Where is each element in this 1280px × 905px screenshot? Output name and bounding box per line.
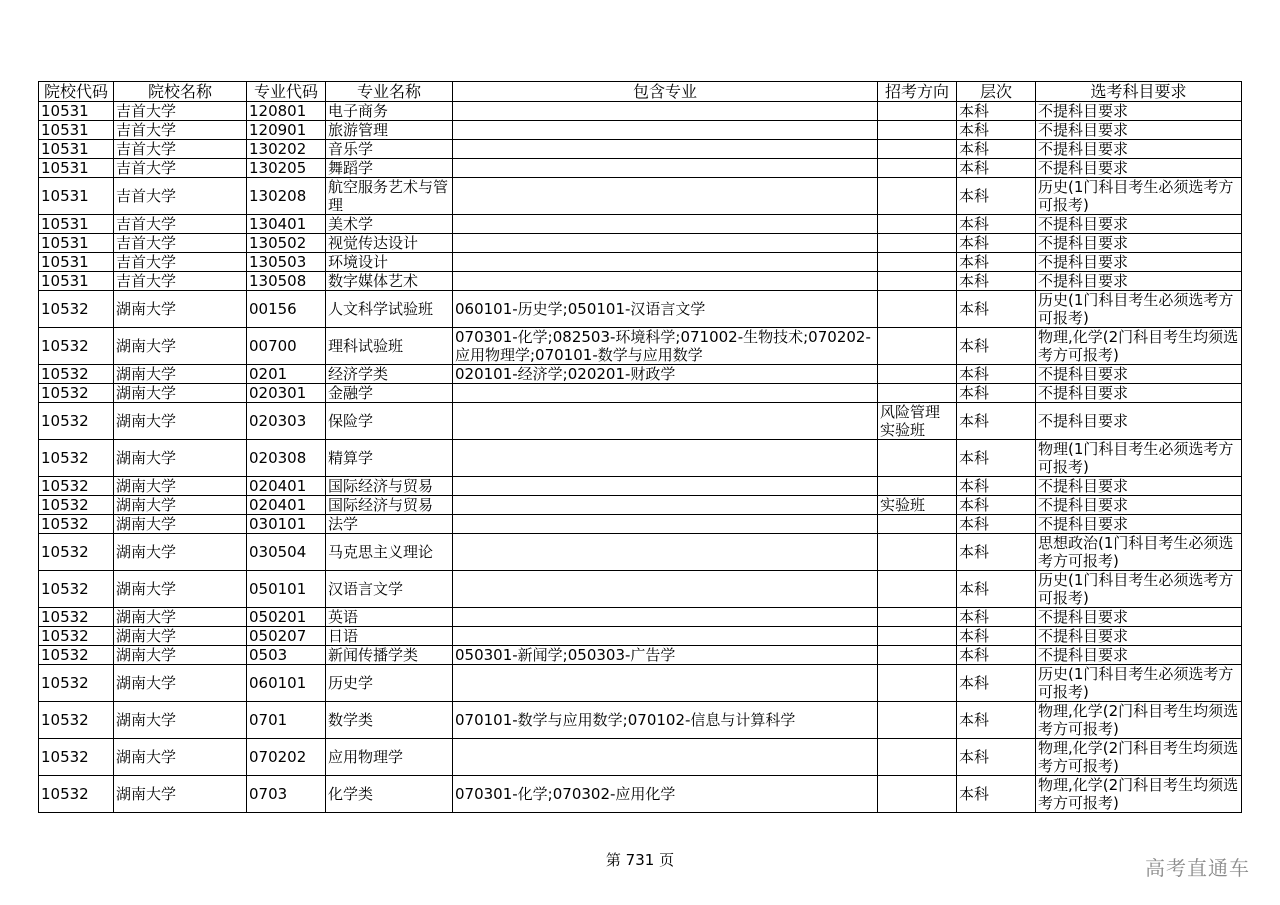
table-row [39, 646, 1242, 665]
school-code-cell: 10532 [39, 665, 114, 702]
school-name-cell: 湖南大学 [114, 534, 247, 571]
subject-requirement-cell: 不提科目要求 [1036, 272, 1242, 291]
major-name-cell: 化学类 [326, 776, 453, 813]
level-cell: 本科 [957, 477, 1036, 496]
admission-direction-cell [878, 384, 957, 403]
major-code-cell: 00156 [247, 291, 326, 328]
admission-direction-cell [878, 365, 957, 384]
major-code-cell: 130202 [247, 140, 326, 159]
major-name-cell: 数字媒体艺术 [326, 272, 453, 291]
included-majors-cell [453, 477, 878, 496]
level-cell: 本科 [957, 102, 1036, 121]
school-name-cell: 湖南大学 [114, 646, 247, 665]
table-row [39, 440, 1242, 477]
school-code-cell: 10531 [39, 215, 114, 234]
school-name-cell: 湖南大学 [114, 515, 247, 534]
school-name-cell: 吉首大学 [114, 178, 247, 215]
school-name-cell: 吉首大学 [114, 140, 247, 159]
subject-requirement-cell: 不提科目要求 [1036, 627, 1242, 646]
table-row [39, 291, 1242, 328]
table-row [39, 496, 1242, 515]
table-row [39, 215, 1242, 234]
school-name-cell: 湖南大学 [114, 365, 247, 384]
level-cell: 本科 [957, 272, 1036, 291]
subject-requirement-cell: 物理(1门科目考生必须选考方可报考) [1036, 440, 1242, 477]
included-majors-cell: 070301-化学;070302-应用化学 [453, 776, 878, 813]
school-name-cell: 湖南大学 [114, 571, 247, 608]
level-cell: 本科 [957, 365, 1036, 384]
included-majors-cell [453, 665, 878, 702]
school-code-cell: 10532 [39, 627, 114, 646]
included-majors-cell [453, 159, 878, 178]
page-number: 第 731 页 [605, 851, 675, 869]
subject-requirement-cell: 不提科目要求 [1036, 253, 1242, 272]
header-subject-requirement: 选考科目要求 [1036, 82, 1242, 102]
level-cell: 本科 [957, 515, 1036, 534]
school-code-cell: 10532 [39, 702, 114, 739]
major-name-cell: 舞蹈学 [326, 159, 453, 178]
school-name-cell: 吉首大学 [114, 253, 247, 272]
table-row [39, 477, 1242, 496]
major-code-cell: 050207 [247, 627, 326, 646]
subject-requirement-cell: 历史(1门科目考生必须选考方可报考) [1036, 291, 1242, 328]
school-code-cell: 10532 [39, 328, 114, 365]
school-name-cell: 吉首大学 [114, 272, 247, 291]
header-level: 层次 [957, 82, 1036, 102]
major-code-cell: 030101 [247, 515, 326, 534]
school-code-cell: 10531 [39, 178, 114, 215]
table-row [39, 665, 1242, 702]
school-name-cell: 湖南大学 [114, 328, 247, 365]
table-row [39, 253, 1242, 272]
major-code-cell: 0701 [247, 702, 326, 739]
major-name-cell: 美术学 [326, 215, 453, 234]
table-row [39, 140, 1242, 159]
major-code-cell: 130508 [247, 272, 326, 291]
included-majors-cell [453, 121, 878, 140]
major-name-cell: 音乐学 [326, 140, 453, 159]
major-name-cell: 马克思主义理论 [326, 534, 453, 571]
admission-direction-cell [878, 515, 957, 534]
admission-direction-cell [878, 102, 957, 121]
level-cell: 本科 [957, 403, 1036, 440]
level-cell: 本科 [957, 140, 1036, 159]
major-code-cell: 050201 [247, 608, 326, 627]
level-cell: 本科 [957, 159, 1036, 178]
major-code-cell: 060101 [247, 665, 326, 702]
major-code-cell: 00700 [247, 328, 326, 365]
school-code-cell: 10532 [39, 291, 114, 328]
header-included-majors: 包含专业 [453, 82, 878, 102]
major-code-cell: 0703 [247, 776, 326, 813]
subject-requirement-cell: 物理,化学(2门科目考生均须选考方可报考) [1036, 702, 1242, 739]
school-name-cell: 湖南大学 [114, 739, 247, 776]
admission-direction-cell: 风险管理实验班 [878, 403, 957, 440]
admission-direction-cell [878, 272, 957, 291]
included-majors-cell [453, 627, 878, 646]
level-cell: 本科 [957, 215, 1036, 234]
major-name-cell: 保险学 [326, 403, 453, 440]
admission-direction-cell [878, 571, 957, 608]
table-row [39, 178, 1242, 215]
school-name-cell: 湖南大学 [114, 384, 247, 403]
school-code-cell: 10532 [39, 365, 114, 384]
school-name-cell: 吉首大学 [114, 102, 247, 121]
level-cell: 本科 [957, 646, 1036, 665]
level-cell: 本科 [957, 328, 1036, 365]
header-major-code: 专业代码 [247, 82, 326, 102]
included-majors-cell [453, 440, 878, 477]
school-code-cell: 10532 [39, 776, 114, 813]
major-name-cell: 航空服务艺术与管理 [326, 178, 453, 215]
subject-requirement-cell: 物理,化学(2门科目考生均须选考方可报考) [1036, 739, 1242, 776]
major-name-cell: 数学类 [326, 702, 453, 739]
level-cell: 本科 [957, 534, 1036, 571]
major-name-cell: 国际经济与贸易 [326, 477, 453, 496]
major-name-cell: 英语 [326, 608, 453, 627]
table-row [39, 102, 1242, 121]
level-cell: 本科 [957, 571, 1036, 608]
major-name-cell: 金融学 [326, 384, 453, 403]
major-name-cell: 新闻传播学类 [326, 646, 453, 665]
school-name-cell: 湖南大学 [114, 665, 247, 702]
school-code-cell: 10531 [39, 234, 114, 253]
level-cell: 本科 [957, 178, 1036, 215]
table-row [39, 608, 1242, 627]
admission-direction-cell [878, 178, 957, 215]
level-cell: 本科 [957, 253, 1036, 272]
level-cell: 本科 [957, 121, 1036, 140]
subject-requirement-cell: 不提科目要求 [1036, 234, 1242, 253]
subject-requirement-cell: 物理,化学(2门科目考生均须选考方可报考) [1036, 776, 1242, 813]
admission-direction-cell [878, 140, 957, 159]
level-cell: 本科 [957, 440, 1036, 477]
included-majors-cell: 060101-历史学;050101-汉语言文学 [453, 291, 878, 328]
subject-requirement-cell: 不提科目要求 [1036, 159, 1242, 178]
admission-direction-cell [878, 627, 957, 646]
school-code-cell: 10531 [39, 159, 114, 178]
level-cell: 本科 [957, 665, 1036, 702]
table-row [39, 234, 1242, 253]
major-code-cell: 120901 [247, 121, 326, 140]
included-majors-cell [453, 571, 878, 608]
included-majors-cell [453, 534, 878, 571]
school-code-cell: 10531 [39, 102, 114, 121]
subject-requirement-cell: 不提科目要求 [1036, 496, 1242, 515]
included-majors-cell [453, 253, 878, 272]
school-name-cell: 吉首大学 [114, 234, 247, 253]
admission-direction-cell [878, 215, 957, 234]
subject-requirement-cell: 不提科目要求 [1036, 646, 1242, 665]
major-name-cell: 日语 [326, 627, 453, 646]
major-name-cell: 法学 [326, 515, 453, 534]
school-name-cell: 湖南大学 [114, 403, 247, 440]
level-cell: 本科 [957, 496, 1036, 515]
major-code-cell: 020301 [247, 384, 326, 403]
admission-direction-cell [878, 477, 957, 496]
subject-requirement-cell: 历史(1门科目考生必须选考方可报考) [1036, 178, 1242, 215]
major-code-cell: 130208 [247, 178, 326, 215]
included-majors-cell [453, 608, 878, 627]
included-majors-cell: 050301-新闻学;050303-广告学 [453, 646, 878, 665]
subject-requirement-cell: 不提科目要求 [1036, 515, 1242, 534]
header-school-name: 院校名称 [114, 82, 247, 102]
major-name-cell: 电子商务 [326, 102, 453, 121]
admission-direction-cell [878, 646, 957, 665]
header-major-name: 专业名称 [326, 82, 453, 102]
watermark: 高考直通车 [1145, 856, 1250, 880]
included-majors-cell: 020101-经济学;020201-财政学 [453, 365, 878, 384]
level-cell: 本科 [957, 776, 1036, 813]
table-row [39, 159, 1242, 178]
header-admission-direction: 招考方向 [878, 82, 957, 102]
subject-requirement-cell: 不提科目要求 [1036, 140, 1242, 159]
school-code-cell: 10532 [39, 608, 114, 627]
included-majors-cell [453, 496, 878, 515]
level-cell: 本科 [957, 234, 1036, 253]
major-code-cell: 130503 [247, 253, 326, 272]
admission-direction-cell [878, 608, 957, 627]
table-row [39, 403, 1242, 440]
included-majors-cell: 070101-数学与应用数学;070102-信息与计算科学 [453, 702, 878, 739]
school-name-cell: 湖南大学 [114, 477, 247, 496]
school-code-cell: 10532 [39, 534, 114, 571]
school-name-cell: 湖南大学 [114, 440, 247, 477]
school-name-cell: 吉首大学 [114, 159, 247, 178]
major-name-cell: 环境设计 [326, 253, 453, 272]
major-code-cell: 0503 [247, 646, 326, 665]
admission-direction-cell [878, 234, 957, 253]
level-cell: 本科 [957, 702, 1036, 739]
admission-direction-cell [878, 739, 957, 776]
major-name-cell: 汉语言文学 [326, 571, 453, 608]
major-code-cell: 020401 [247, 496, 326, 515]
admission-direction-cell: 实验班 [878, 496, 957, 515]
major-code-cell: 070202 [247, 739, 326, 776]
school-name-cell: 湖南大学 [114, 496, 247, 515]
table-row [39, 739, 1242, 776]
school-name-cell: 湖南大学 [114, 608, 247, 627]
table-row [39, 365, 1242, 384]
level-cell: 本科 [957, 608, 1036, 627]
table-row [39, 328, 1242, 365]
header-row [39, 82, 1242, 102]
included-majors-cell [453, 515, 878, 534]
major-name-cell: 旅游管理 [326, 121, 453, 140]
school-code-cell: 10532 [39, 571, 114, 608]
subject-requirement-cell: 不提科目要求 [1036, 477, 1242, 496]
included-majors-cell [453, 102, 878, 121]
major-code-cell: 130502 [247, 234, 326, 253]
subject-requirement-cell: 不提科目要求 [1036, 608, 1242, 627]
subject-requirement-cell: 历史(1门科目考生必须选考方可报考) [1036, 665, 1242, 702]
school-code-cell: 10532 [39, 515, 114, 534]
header-school-code: 院校代码 [39, 82, 114, 102]
school-code-cell: 10532 [39, 496, 114, 515]
major-name-cell: 视觉传达设计 [326, 234, 453, 253]
level-cell: 本科 [957, 384, 1036, 403]
subject-requirement-cell: 不提科目要求 [1036, 102, 1242, 121]
admission-direction-cell [878, 159, 957, 178]
major-code-cell: 130205 [247, 159, 326, 178]
admission-direction-cell [878, 776, 957, 813]
school-name-cell: 吉首大学 [114, 215, 247, 234]
included-majors-cell [453, 140, 878, 159]
admission-direction-cell [878, 702, 957, 739]
major-code-cell: 030504 [247, 534, 326, 571]
major-code-cell: 020303 [247, 403, 326, 440]
school-name-cell: 湖南大学 [114, 776, 247, 813]
table-row [39, 121, 1242, 140]
school-code-cell: 10531 [39, 140, 114, 159]
level-cell: 本科 [957, 739, 1036, 776]
major-name-cell: 国际经济与贸易 [326, 496, 453, 515]
school-code-cell: 10532 [39, 384, 114, 403]
table-row [39, 384, 1242, 403]
major-name-cell: 理科试验班 [326, 328, 453, 365]
admission-direction-cell [878, 291, 957, 328]
included-majors-cell [453, 215, 878, 234]
subject-requirement-cell: 不提科目要求 [1036, 365, 1242, 384]
table-row [39, 702, 1242, 739]
major-code-cell: 0201 [247, 365, 326, 384]
major-name-cell: 精算学 [326, 440, 453, 477]
subject-requirement-cell: 历史(1门科目考生必须选考方可报考) [1036, 571, 1242, 608]
subject-requirement-cell: 不提科目要求 [1036, 403, 1242, 440]
school-name-cell: 吉首大学 [114, 121, 247, 140]
school-name-cell: 湖南大学 [114, 627, 247, 646]
table-row [39, 627, 1242, 646]
school-code-cell: 10532 [39, 477, 114, 496]
included-majors-cell: 070301-化学;082503-环境科学;071002-生物技术;070202-应用物理学;070101-数学与应用数学 [453, 328, 878, 365]
table-row [39, 776, 1242, 813]
school-code-cell: 10532 [39, 403, 114, 440]
included-majors-cell [453, 234, 878, 253]
table-row [39, 534, 1242, 571]
admission-direction-cell [878, 440, 957, 477]
major-code-cell: 120801 [247, 102, 326, 121]
major-name-cell: 应用物理学 [326, 739, 453, 776]
major-code-cell: 020401 [247, 477, 326, 496]
subject-requirement-cell: 思想政治(1门科目考生必须选考方可报考) [1036, 534, 1242, 571]
admission-direction-cell [878, 253, 957, 272]
admission-table [38, 81, 1242, 813]
subject-requirement-cell: 不提科目要求 [1036, 215, 1242, 234]
admission-direction-cell [878, 328, 957, 365]
school-code-cell: 10531 [39, 253, 114, 272]
table-row [39, 272, 1242, 291]
major-code-cell: 050101 [247, 571, 326, 608]
subject-requirement-cell: 不提科目要求 [1036, 384, 1242, 403]
admission-direction-cell [878, 665, 957, 702]
admission-direction-cell [878, 121, 957, 140]
level-cell: 本科 [957, 627, 1036, 646]
major-name-cell: 历史学 [326, 665, 453, 702]
included-majors-cell [453, 739, 878, 776]
subject-requirement-cell: 不提科目要求 [1036, 121, 1242, 140]
table-body [39, 102, 1242, 813]
school-code-cell: 10531 [39, 272, 114, 291]
school-code-cell: 10531 [39, 121, 114, 140]
school-code-cell: 10532 [39, 739, 114, 776]
table-row [39, 515, 1242, 534]
included-majors-cell [453, 178, 878, 215]
school-name-cell: 湖南大学 [114, 702, 247, 739]
school-code-cell: 10532 [39, 440, 114, 477]
major-name-cell: 经济学类 [326, 365, 453, 384]
included-majors-cell [453, 403, 878, 440]
major-code-cell: 020308 [247, 440, 326, 477]
major-code-cell: 130401 [247, 215, 326, 234]
major-name-cell: 人文科学试验班 [326, 291, 453, 328]
admission-direction-cell [878, 534, 957, 571]
included-majors-cell [453, 272, 878, 291]
school-code-cell: 10532 [39, 646, 114, 665]
level-cell: 本科 [957, 291, 1036, 328]
included-majors-cell [453, 384, 878, 403]
school-name-cell: 湖南大学 [114, 291, 247, 328]
subject-requirement-cell: 物理,化学(2门科目考生均须选考方可报考) [1036, 328, 1242, 365]
table-row [39, 571, 1242, 608]
